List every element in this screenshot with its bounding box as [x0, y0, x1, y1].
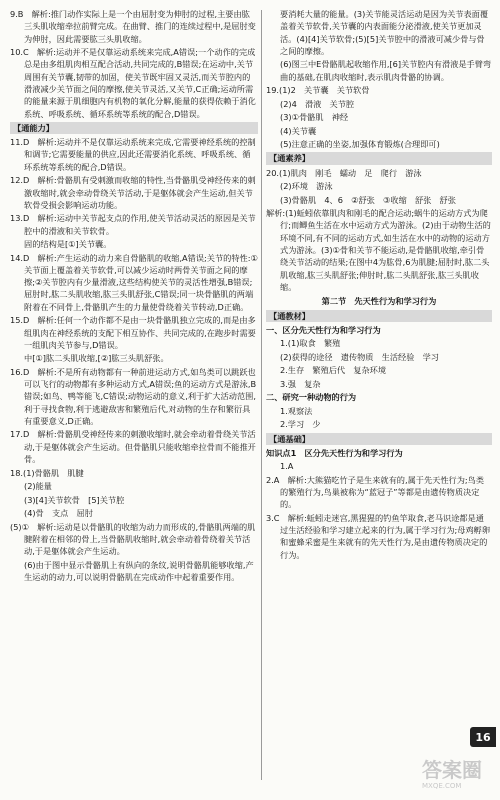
answer-line: (5)注意正确的坐姿,加强体育锻炼(合理即可) [280, 139, 440, 150]
answer-line: 2.学习 少 [280, 419, 321, 430]
page-number: 16 [475, 730, 491, 744]
answer-item: 18.(1)骨骼肌 肌腱 [10, 467, 84, 478]
right-column [266, 8, 492, 562]
section-heading: 【通教材】 [266, 310, 492, 322]
answer-line: 1.A [280, 461, 294, 472]
answer-item: (5)① 解析:运动是以骨骼肌的收缩为动力而形成的,骨骼肌两端的肌腱附着在相邻的骨上,当骨骼肌收缩时,就会牵动着骨绕着关节活动,于是躯体就会产生运动。 [10, 521, 256, 557]
answer-line: (2)环境 游泳 [280, 181, 333, 192]
answer-line: (2)能量 [24, 481, 52, 492]
answer-line: 3.强 复杂 [280, 378, 321, 389]
answer-line: (2)获得的途径 遗传物质 生活经验 学习 [280, 351, 439, 362]
section-heading: 【通基础】 [266, 433, 492, 445]
sub-heading: 二、研究一种动物的行为 [266, 392, 357, 403]
answer-line: (4)骨 支点 屈肘 [24, 508, 93, 519]
answer-item: 10.C 解析:运动并不是仅靠运动系统来完成,A错误;一个动作的完成总是由多组肌肉相互配合活动,共同完成的,B错误;在运动中,关节周围有关节囊,韧带的加固，使关节既牢固又灵活,而关节腔内的滑液减少关节面之间的摩擦,使关节灵活,又关节,C正确;运动所需的能量来源于肌细胞内有机物的氧化分解,能量的获得依赖于消化系统、呼吸系统、循环系统等系统的配合,D错误。 [10, 47, 256, 119]
answer-line: (3)[4]关节软骨 [5]关节腔 [24, 494, 125, 505]
section-heading: 【通能力】 [10, 122, 258, 134]
answer-item: 12.D 解析:骨骼肌有受刺激而收缩的特性,当骨骼肌受神经传来的刺激收缩时,就会牵动骨绕关节活动,于是躯体就会产生运动,但关节软骨受损会影响运动功能。 [10, 175, 256, 210]
answer-item: 13.D 解析:运动中关节起支点的作用,使关节活动灵活的原因是关节腔中的滑液和关节软骨。 [10, 213, 256, 236]
answer-item: 14.D 解析:产生运动的动力来自骨骼肌的收缩,A错误;关节的特性:①关节面上覆盖着关节软骨,可以减少运动时两骨关节面之间的摩擦;②关节腔内有少量滑液,这些结构使关节的灵活性增强,B错误;屈肘时,肱二头肌收缩,肱三头肌舒张,C错误;同一块骨骼肌的两端附着在不同骨上,骨骼肌产生的力量使骨绕着关节转动,D正确。 [10, 252, 258, 312]
answer-item: 15.D 解析:任何一个动作都不是由一块骨骼肌独立完成的,而是由多组肌肉在神经系统的支配下相互协作、共同完成的,在跑步时需要一组肌肉关节参与,D错误。 [10, 315, 256, 350]
answer-item: 20.(1)肌肉 刚毛 蠕动 足 爬行 游泳 [266, 167, 422, 178]
answer-item: 解析:(1)蚯蚓依靠肌肉和刚毛的配合运动;蜗牛的运动方式为爬行;而鲫鱼生活在水中运动方式为游泳。(2)由于动物生活的环境不同,有不同的运动方式,如生活在水中的动物的运动方式为游泳。(3)①骨和关节不能运动,是骨骼肌收缩,牵引骨绕关节活动的结果;在图中4为肱骨,6为肌腱;屈肘时,肱二头肌收缩,肱三头肌舒张;伸肘时,肱二头肌舒张,肱三头肌收缩。 [266, 208, 491, 292]
answer-item: 17.D 解析:骨骼肌受神经传来的刺激收缩时,就会牵动着骨绕关节活动,于是躯体就会产生运动。但骨骼肌只能收缩牵拉骨而不能推开骨。 [10, 429, 256, 465]
answer-line: 要消耗大量的能量。(3)关节能灵活运动是因为关节表面覆盖着关节软骨,关节囊的内表面能分泌滑液,使关节更加灵活。(4)[4]关节软骨;(5)[5]关节腔中的滑液可减少骨与骨之间的摩擦。 [280, 9, 489, 56]
answer-item: 16.D 解析:不是所有动物都有一种前进运动方式,如鸟类可以跳跃也可以飞行的动物都有多种运动方式,A错误;鱼的运动方式是游泳,B错误;如鸟、鸭等能飞,C错误;动物运动的意义,利于扩大活动范围,利于寻找食物,利于逃避敌害和繁殖后代,对动物的生存和繁衍具有重要意义,D正确。 [10, 366, 257, 426]
answer-item: 9.B 解析:推门动作实际上是一个由屈肘变为伸肘的过程,主要由肱三头肌收缩牵拉前臂完成。在曲臂、推门的连续过程中,是屈肘变为伸肘，因此需要肱三头肌收缩。 [10, 9, 256, 44]
answer-line: (6)图三中E骨骼肌起收缩作用,[6]关节腔内有滑液是手臂弯曲的基础,在肌肉收缩时,表示肌肉骨骼的协调。 [280, 59, 492, 82]
answer-line: 1.观察法 [280, 405, 313, 416]
page-number-badge [470, 727, 496, 747]
sub-heading: 一、区分先天性行为和学习行为 [266, 324, 381, 335]
chapter-title: 第二节 先天性行为和学习行为 [321, 296, 437, 307]
answer-line: (4)关节囊 [280, 125, 317, 136]
watermark-sub: MXQE.COM [422, 782, 462, 790]
watermark-logo [422, 760, 492, 796]
column-divider [261, 10, 262, 780]
answer-line: 固的结构是[①]关节囊。 [24, 239, 112, 250]
sub-heading: 知识点1 区分先天性行为和学习行为 [266, 447, 403, 458]
answer-item: 2.A 解析:大熊猫吃竹子是生来就有的,属于先天性行为;鸟类的繁殖行为,鸟巢被称为“蓝冠子”等都是由遗传物质决定的。 [266, 474, 485, 510]
answer-line: (6)由于图中显示骨骼肌上有纵向的条纹,说明骨骼肌能够收缩,产生运动的动力,可以说明骨骼肌在完成动作中起着重要作用。 [24, 559, 254, 582]
answer-line: (3)骨骼肌 4、6 ②舒张 ③收缩 舒张 舒张 [280, 194, 456, 205]
watermark-main: 答案圈 [422, 758, 482, 782]
answer-item: 3.C 解析:蚯蚓走迷宫,黑猩猩的钓鱼竿取食,老马识途都是通过生活经验和学习建立起来的行为,属于学习行为;母鸡孵卵和蜜蜂采蜜是生来就有的先天性行为,是由遗传物质决定的行为。 [266, 512, 491, 560]
section-heading: 【通素养】 [266, 152, 492, 164]
answer-line: 1.(1)取食 繁殖 [280, 338, 341, 349]
left-column [10, 8, 258, 584]
answer-item: 11.D 解析:运动并不是仅靠运动系统来完成,它需要神经系统的控制和调节;它需要能量的供应,因此还需要消化系统、呼吸系统、循环系统等系统的配合,D错误。 [10, 137, 256, 172]
answer-item: 19.(1)2 关节囊 关节软骨 [266, 85, 370, 96]
answer-line: (3)①骨骼肌 神经 [280, 112, 349, 123]
answer-line: 中[①]肱二头肌收缩,[②]肱三头肌舒张。 [24, 353, 169, 364]
answer-line: (2)4 滑液 关节腔 [280, 98, 355, 109]
answer-line: 2.生存 繁殖后代 复杂环境 [280, 365, 387, 376]
